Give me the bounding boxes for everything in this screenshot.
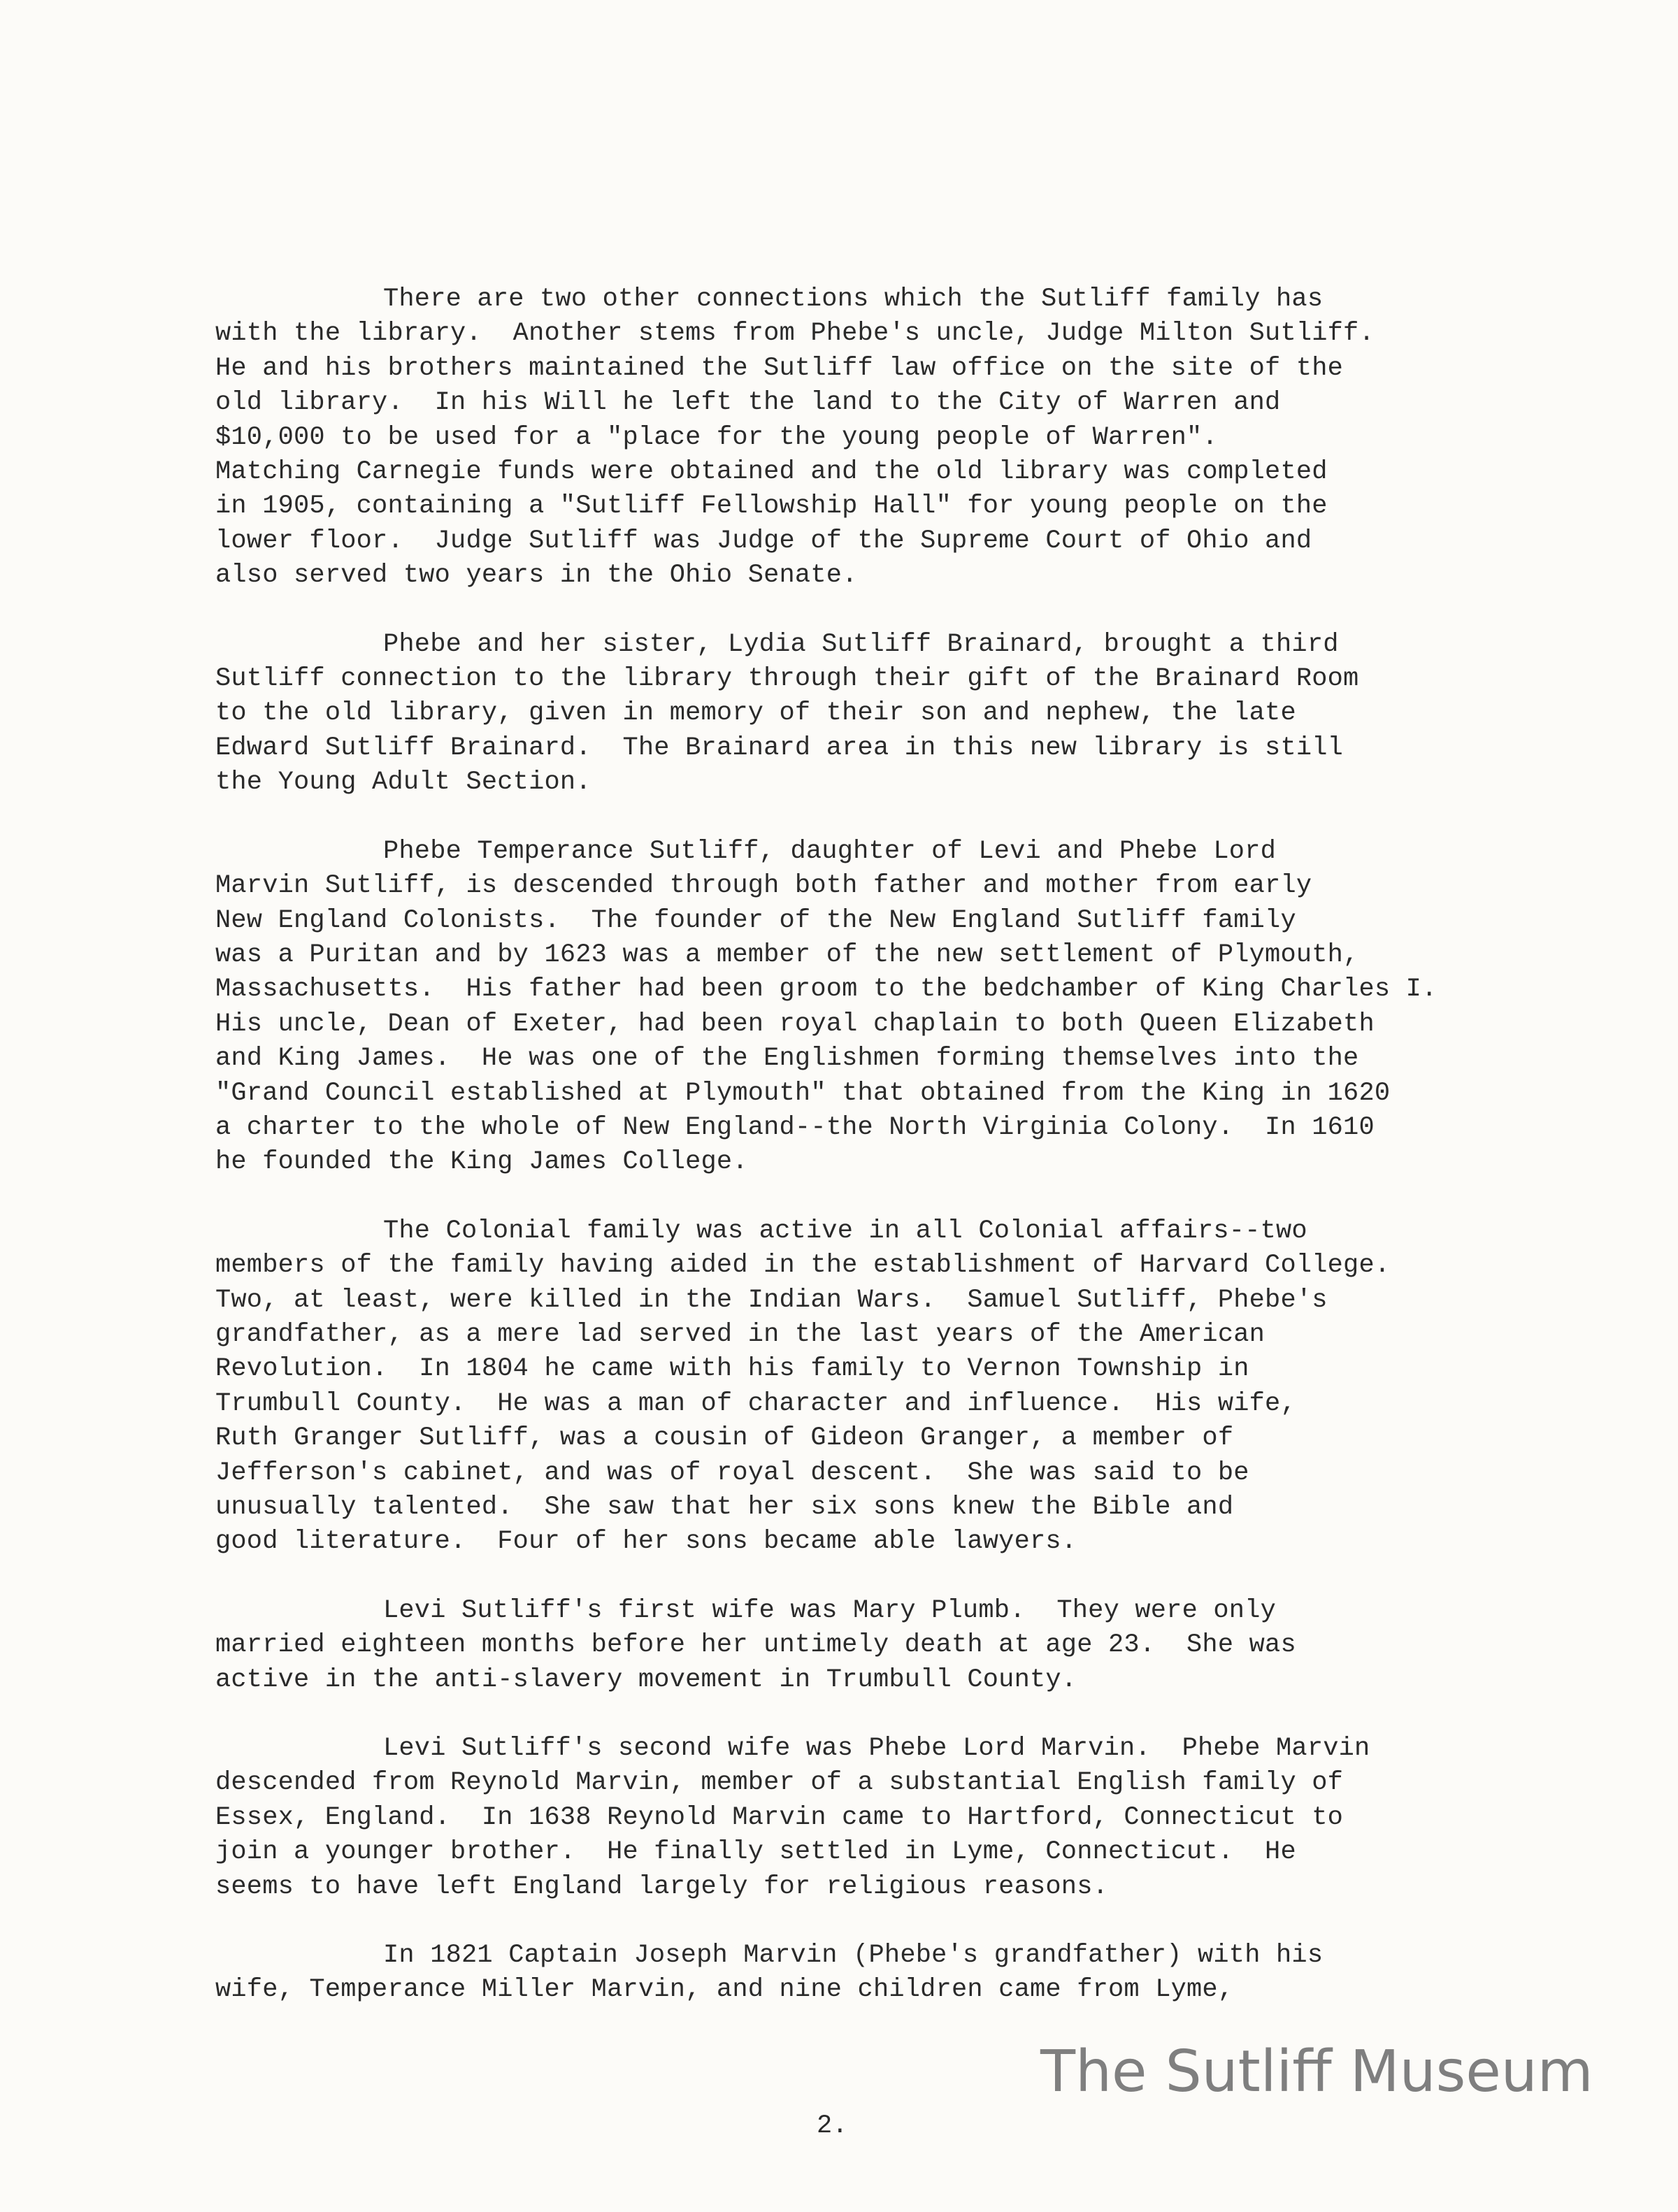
text-line: active in the anti-slavery movement in Trumbull County.: [215, 1665, 1077, 1695]
text-line: he founded the King James College.: [215, 1147, 748, 1177]
text-line: good literature. Four of her sons became able lawyers.: [215, 1527, 1077, 1557]
text-line: Levi Sutliff's first wife was Mary Plumb. They were only: [383, 1595, 1277, 1625]
museum-watermark: The Sutliff Museum: [1040, 2039, 1593, 2105]
text-line: Phebe Temperance Sutliff, daughter of Levi and Phebe Lord: [383, 836, 1277, 866]
paragraph: [215, 1732, 1530, 1904]
text-line: Matching Carnegie funds were obtained and the old library was completed: [215, 457, 1328, 487]
text-line: New England Colonists. The founder of the New England Sutliff family: [215, 905, 1296, 935]
text-line: Jefferson's cabinet, and was of royal descent. She was said to be: [215, 1458, 1249, 1488]
text-line: seems to have left England largely for religious reasons.: [215, 1872, 1109, 1902]
text-line: Two, at least, were killed in the Indian Wars. Samuel Sutliff, Phebe's: [215, 1285, 1328, 1315]
paragraph: [215, 1594, 1530, 1697]
text-line: Levi Sutliff's second wife was Phebe Lord Marvin. Phebe Marvin: [383, 1734, 1370, 1764]
text-line: Sutliff connection to the library through their gift of the Brainard Room: [215, 664, 1359, 694]
text-line: and King James. He was one of the Englishmen forming themselves into the: [215, 1044, 1359, 1074]
text-line: in 1905, containing a "Sutliff Fellowship Hall" for young people on the: [215, 491, 1328, 522]
text-line: "Grand Council established at Plymouth" that obtained from the King in 1620: [215, 1078, 1391, 1108]
text-line: descended from Reynold Marvin, member of a substantial English family of: [215, 1768, 1344, 1798]
text-line: In 1821 Captain Joseph Marvin (Phebe's grandfather) with his: [383, 1941, 1324, 1971]
text-line: The Colonial family was active in all Colonial affairs--two: [383, 1216, 1307, 1246]
text-line: His uncle, Dean of Exeter, had been royal chaplain to both Queen Elizabeth: [215, 1009, 1375, 1039]
document-body: [215, 282, 1530, 2042]
text-line: with the library. Another stems from Phebe's uncle, Judge Milton Sutliff.: [215, 319, 1375, 349]
text-line: Massachusetts. His father had been groom to the bedchamber of King Charles I.: [215, 975, 1437, 1005]
text-line: members of the family having aided in the establishment of Harvard College.: [215, 1251, 1391, 1281]
text-line: grandfather, as a mere lad served in the last years of the American: [215, 1319, 1265, 1349]
text-line: Essex, England. In 1638 Reynold Marvin came to Hartford, Connecticut to: [215, 1802, 1344, 1832]
paragraph: [215, 1939, 1530, 2008]
text-line: old library. In his Will he left the land to the City of Warren and: [215, 388, 1281, 418]
text-line: to the old library, given in memory of their son and nephew, the late: [215, 698, 1296, 728]
text-line: the Young Adult Section.: [215, 768, 591, 798]
text-line: unusually talented. She saw that her six sons knew the Bible and: [215, 1493, 1234, 1522]
text-line: wife, Temperance Miller Marvin, and nine children came from Lyme,: [215, 1975, 1234, 2005]
text-line: Ruth Granger Sutliff, was a cousin of Gideon Granger, a member of: [215, 1423, 1234, 1453]
paragraph: [215, 628, 1530, 800]
text-line: a charter to the whole of New England--the North Virginia Colony. In 1610: [215, 1112, 1375, 1142]
paragraph: [215, 835, 1530, 1180]
text-line: Trumbull County. He was a man of character and influence. His wife,: [215, 1388, 1296, 1419]
paragraph: [215, 1214, 1530, 1560]
text-line: was a Puritan and by 1623 was a member of the new settlement of Plymouth,: [215, 940, 1359, 970]
text-line: He and his brothers maintained the Sutliff law office on the site of the: [215, 353, 1344, 383]
paragraph: [215, 282, 1530, 594]
text-line: lower floor. Judge Sutliff was Judge of the Supreme Court of Ohio and: [215, 526, 1312, 556]
text-line: Marvin Sutliff, is descended through both father and mother from early: [215, 871, 1312, 901]
text-line: $10,000 to be used for a "place for the young people of Warren".: [215, 422, 1218, 452]
text-line: There are two other connections which the Sutliff family has: [383, 285, 1324, 314]
text-line: Edward Sutliff Brainard. The Brainard area in this new library is still: [215, 733, 1344, 763]
text-line: join a younger brother. He finally settled in Lyme, Connecticut. He: [215, 1837, 1296, 1867]
text-line: Revolution. In 1804 he came with his family to Vernon Township in: [215, 1354, 1249, 1384]
text-line: also served two years in the Ohio Senate.: [215, 561, 858, 591]
text-line: married eighteen months before her untimely death at age 23. She was: [215, 1630, 1296, 1660]
text-line: Phebe and her sister, Lydia Sutliff Brainard, brought a third: [383, 629, 1339, 659]
page-number: 2.: [817, 2111, 848, 2141]
